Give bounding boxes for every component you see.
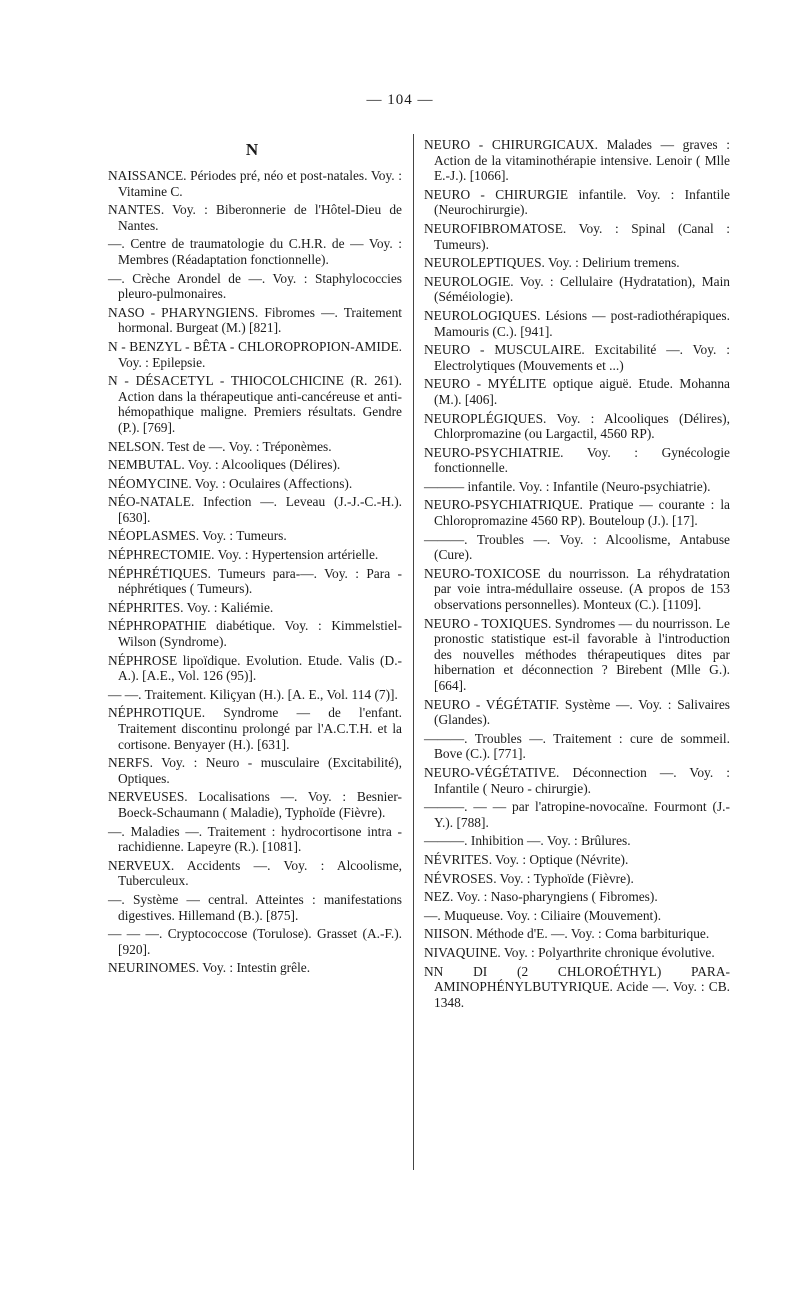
entry-body: Maladies —. Traitement : hydrocortisone intra - rachidienne. Lapeyre (R.). [1081]. <box>118 823 402 855</box>
entry-body: Syndrome — de l'enfant. Traitement discontinu prolongé par l'A.C.T.H. et la cortisone. Benyayer (H.). [631]. <box>118 705 402 752</box>
index-entry <box>424 411 730 442</box>
entry-body: Voy. : Hypertension artérielle. <box>214 547 379 563</box>
entry-headword: NEUROLEPTIQUES. <box>424 255 545 271</box>
entry-headword: NIVAQUINE. <box>424 944 501 960</box>
index-entry <box>108 528 402 544</box>
entry-headword: NEURO-PSYCHIATRIQUE. <box>424 497 583 513</box>
entry-body: infantile. Voy. : Infantile (Neuro-psychiatrie). <box>464 478 711 494</box>
entry-body: Centre de traumatologie du C.H.R. de — Voy. : Membres (Réadaptation fonctionnelle). <box>118 236 402 267</box>
entry-headword: NEUROFIBROMATOSE. <box>424 220 567 236</box>
index-entry <box>108 755 402 786</box>
entry-body: Méthode d'E. —. Voy. : Coma barbiturique. <box>472 926 710 942</box>
index-entry <box>108 305 402 336</box>
entry-body: Voy. : Alcooliques (Délires). <box>184 457 341 473</box>
entry-body: Cryptococcose (Torulose). Grasset (A.-F.). [920]. <box>118 926 402 957</box>
entry-body: Traitement. Kiliçyan (H.). [A. E., Vol. 114 (7)]. <box>141 686 398 702</box>
entry-body: Troubles —. Voy. : Alcoolisme, Antabuse (Cure). <box>434 531 730 563</box>
index-entry <box>108 236 402 267</box>
entry-body: Fibromes —. Traitement hormonal. Burgeat (M.) [821]. <box>118 304 402 336</box>
entry-headword: ———. — — <box>424 799 507 815</box>
entry-body: Pratique — courante : la Chloropromazine 4560 RP). Bouteloup (J.). [17]. <box>434 497 730 529</box>
entry-headword: NEURO-TOXICOSE <box>424 565 541 581</box>
entry-headword: N - DÉSACETYL - THIOCOLCHICINE <box>108 373 344 389</box>
entry-headword: NN DI (2 CHLOROÉTHYL) PARA-AMINOPHÉNYLBUTYRIQUE. <box>424 963 730 995</box>
entry-body: Acide —. Voy. : CB. 1348. <box>434 979 730 1010</box>
entry-headword: NÉPHROSE <box>108 652 178 668</box>
index-entry <box>108 439 402 455</box>
entry-headword: NÉVROSES. <box>424 870 497 886</box>
entry-headword: —. <box>108 891 125 907</box>
entry-headword: NERVEUX. <box>108 857 175 873</box>
entry-body: Excitabilité —. Voy. : Electrolytiques (Mouvements et ...) <box>434 342 730 373</box>
index-entry <box>424 445 730 476</box>
entry-headword: —. <box>424 907 441 923</box>
entry-body: Voy. : Delirium tremens. <box>544 255 680 271</box>
index-entry <box>108 653 402 684</box>
entry-body: Voy. : Spinal (Canal : Tumeurs). <box>434 220 730 252</box>
entry-body: Test de —. Voy. : Tréponèmes. <box>164 438 332 454</box>
entry-headword: NÉPHROPATHIE <box>108 618 207 634</box>
index-entry <box>424 616 730 694</box>
index-entry <box>424 479 730 495</box>
index-entry <box>424 532 730 563</box>
page-number: — 104 — <box>366 92 434 108</box>
entry-body: Système —. Voy. : Salivaires (Glandes). <box>434 696 731 728</box>
entry-headword: NÉO-NATALE. <box>108 494 195 510</box>
entry-body: optique aiguë. Etude. Mohanna (M.). [406]. <box>434 376 731 407</box>
entry-body: Inhibition —. Voy. : Brûlures. <box>467 833 631 849</box>
entry-body: (R. 261). Action dans la thérapeutique anti-cancéreuse et anti-hémopathique maligne. Premiers résultats. Gendre (P.). [769]. <box>118 373 402 435</box>
entry-headword: NEURO - TOXIQUES. <box>424 615 552 631</box>
index-entry <box>108 547 402 563</box>
entry-headword: NERFS. <box>108 755 154 771</box>
index-entry <box>424 497 730 528</box>
entry-headword: ——— <box>424 478 465 494</box>
index-entry <box>424 308 730 339</box>
index-entry <box>424 926 730 942</box>
entry-body: Localisations —. Voy. : Besnier-Boeck-Schaumann ( Maladie), Typhoïde (Fièvre). <box>118 789 402 820</box>
index-entry <box>424 964 730 1011</box>
index-entry <box>108 789 402 820</box>
index-entry <box>108 168 402 199</box>
entry-body: Déconnection —. Voy. : Infantile ( Neuro - chirurgie). <box>434 764 730 796</box>
index-entry <box>108 892 402 923</box>
entry-body: Lésions — post-radiothérapiques. Mamouris (C.). [941]. <box>434 307 730 339</box>
entry-body: infantile. Voy. : Infantile (Neurochirurgie). <box>434 186 730 218</box>
entry-body: Crèche Arondel de —. Voy. : Staphylococcies pleuro-pulmonaires. <box>118 270 402 302</box>
index-entry <box>424 342 730 373</box>
entry-body: du nourrisson. La réhydratation par voie intra-médullaire osseuse. (A propos de 153 observations personnelles). Monteux (C.). [1109]. <box>434 565 730 613</box>
entry-headword: NEUROLOGIQUES. <box>424 307 541 323</box>
entry-headword: ———. <box>424 833 468 849</box>
entry-headword: NEURO - MYÉLITE <box>424 376 547 392</box>
entry-headword: NÉPHRECTOMIE. <box>108 547 215 563</box>
entry-headword: NEURO - CHIRURGIE <box>424 186 569 202</box>
entry-headword: —. <box>108 823 125 839</box>
entry-body: Voy. : Gynécologie fonctionnelle. <box>434 444 730 476</box>
section-letter: N <box>245 140 259 159</box>
entry-headword: NEZ. <box>424 889 454 905</box>
index-entry <box>424 799 730 830</box>
index-entry <box>108 202 402 233</box>
index-entry <box>108 566 402 597</box>
entry-body: Voy. : Kaliémie. <box>183 599 274 615</box>
entry-body: diabétique. Voy. : Kimmelstiel-Wilson (Syndrome). <box>118 618 402 650</box>
entry-headword: — —. <box>108 686 142 702</box>
index-entry <box>424 137 730 184</box>
entry-body: Voy. : Oculaires (Affections). <box>191 475 353 491</box>
index-entry <box>424 765 730 796</box>
entry-headword: NEURINOMES. <box>108 960 200 976</box>
index-entry <box>424 697 730 728</box>
entry-body: Voy. : Optique (Névrite). <box>492 851 629 867</box>
entry-headword: NÉPHROTIQUE. <box>108 705 206 721</box>
index-entry <box>424 255 730 271</box>
entry-headword: NEURO - CHIRURGICAUX. <box>424 137 598 152</box>
index-entry <box>424 908 730 924</box>
index-entry <box>424 833 730 849</box>
index-entry <box>108 600 402 616</box>
index-entry <box>108 926 402 957</box>
entry-headword: ———. <box>424 730 468 746</box>
index-entry <box>108 618 402 649</box>
index-entry <box>108 457 402 473</box>
index-entry <box>424 566 730 613</box>
entry-headword: NÉVRITES. <box>424 851 493 867</box>
entry-body: Système — central. Atteintes : manifestations digestives. Hillemand (B.). [875]. <box>118 891 402 923</box>
index-entry <box>108 858 402 889</box>
index-entry <box>424 274 730 305</box>
entry-headword: NELSON. <box>108 438 165 454</box>
entry-headword: NEUROLOGIE. <box>424 273 514 289</box>
entry-headword: NÉOPLASMES. <box>108 528 200 544</box>
entry-headword: N - BENZYL - BÊTA - CHLOROPROPION-AMIDE. <box>108 338 402 354</box>
index-entry <box>424 731 730 762</box>
index-entry <box>424 945 730 961</box>
entry-body: Voy. : Neuro - musculaire (Excitabilité), Optiques. <box>118 755 402 786</box>
index-entry <box>108 494 402 525</box>
index-entry <box>424 889 730 905</box>
entry-headword: NÉOMYCINE. <box>108 475 192 491</box>
entry-body: Voy. : Typhoïde (Fièvre). <box>496 870 634 886</box>
entry-headword: NEURO - VÉGÉTATIF. <box>424 696 560 712</box>
index-entry <box>108 705 402 752</box>
index-entry <box>424 221 730 252</box>
column-divider <box>413 134 414 1170</box>
entry-body: Voy. : Cellulaire (Hydratation), Main (Séméiologie). <box>434 273 730 305</box>
entry-headword: NEUROPLÉGIQUES. <box>424 410 547 426</box>
entry-headword: —. <box>108 270 125 286</box>
entry-body: Voy. : Tumeurs. <box>199 528 287 544</box>
index-entry <box>108 960 402 976</box>
entry-body: Voy. : Biberonnerie de l'Hôtel-Dieu de Nantes. <box>118 202 402 233</box>
entry-headword: NIISON. <box>424 926 473 942</box>
entry-headword: NERVEUSES. <box>108 789 188 805</box>
entry-headword: NEMBUTAL. <box>108 457 185 473</box>
entry-body: Périodes pré, néo et post-natales. Voy. : Vitamine C. <box>118 168 402 199</box>
right-column <box>424 137 730 1013</box>
index-entry <box>424 376 730 407</box>
index-entry <box>108 824 402 855</box>
index-entry <box>108 271 402 302</box>
index-entry <box>108 476 402 492</box>
entry-body: Voy. : Polyarthrite chronique évolutive. <box>500 944 715 960</box>
entry-headword: NAISSANCE. <box>108 168 187 183</box>
entry-headword: NASO - PHARYNGIENS. <box>108 304 259 320</box>
entry-body: par l'atropine-novocaïne. Fourmont (J.-Y.). [788]. <box>434 799 730 830</box>
entry-headword: NEURO-VÉGÉTATIVE. <box>424 764 560 780</box>
entry-body: Troubles —. Traitement : cure de sommeil. Bove (C.). [771]. <box>434 730 730 762</box>
entry-body: Accidents —. Voy. : Alcoolisme, Tuberculeux. <box>118 857 402 889</box>
index-entry <box>108 687 402 703</box>
index-entry <box>108 339 402 370</box>
entry-headword: NEURO-PSYCHIATRIE. <box>424 444 564 460</box>
index-entry <box>424 187 730 218</box>
entry-body: Voy. : Intestin grêle. <box>199 960 311 976</box>
entry-body: Infection —. Leveau (J.-J.-C.-H.). [630]. <box>118 494 402 525</box>
entry-body: Malades — graves : Action de la vitaminothérapie intensive. Lenoir ( Mlle E.-J.). [1066]. <box>434 137 730 184</box>
entry-headword: NÉPHRÉTIQUES. <box>108 565 212 581</box>
entry-body: Tumeurs para-—. Voy. : Para - néphrétiques ( Tumeurs). <box>118 565 402 597</box>
entry-body: lipoïdique. Evolution. Etude. Valis (D.-A.). [A.E., Vol. 126 (95)]. <box>118 652 402 684</box>
entry-headword: NANTES. <box>108 202 165 218</box>
index-entry <box>424 871 730 887</box>
index-entry <box>424 852 730 868</box>
left-column <box>108 168 402 979</box>
entry-headword: NEURO - MUSCULAIRE. <box>424 342 585 358</box>
entry-body: Syndromes — du nourrisson. Le pronostic statistique est-il favorable à l'introduction des nouvelles méthodes thérapeutiques dites par hibernation et déconnection ? Birebent (Mlle G.). [664]. <box>434 615 730 693</box>
entry-body: Voy. : Epilepsie. <box>118 354 206 370</box>
entry-body: Muqueuse. Voy. : Ciliaire (Mouvement). <box>440 907 662 923</box>
entry-headword: ———. <box>424 531 468 547</box>
entry-headword: — — —. <box>108 926 163 942</box>
entry-body: Voy. : Alcooliques (Délires), Chlorpromazine (ou Largactil, 4560 RP). <box>434 410 730 442</box>
entry-body: Voy. : Naso-pharyngiens ( Fibromes). <box>453 889 658 905</box>
entry-headword: —. <box>108 236 125 252</box>
entry-headword: NÉPHRITES. <box>108 599 184 615</box>
index-entry <box>108 373 402 435</box>
